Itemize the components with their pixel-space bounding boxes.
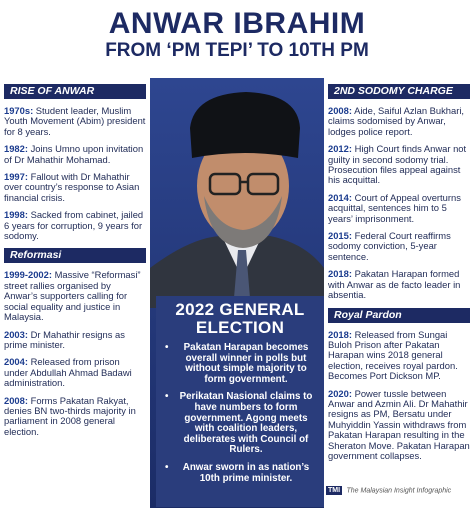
election-panel [156,296,324,507]
entry-text: High Court finds Anwar not guilty in second sodomy trial. Prosecution files appeal against his acquittal. [328,143,467,186]
entry-text: Pakatan Harapan formed with Anwar as de facto leader in absentia. [328,268,461,301]
timeline-entry [4,172,146,203]
timeline-entry [328,193,470,224]
section-heading-rise: RISE OF ANWAR [4,84,146,99]
entry-text: Sacked from cabinet, jailed 6 years for corruption, 9 years for sodomy. [4,209,144,242]
publisher-logo: TMI [328,487,341,495]
timeline-entry [328,269,470,300]
rise-list [4,106,146,241]
timeline-entry [328,144,470,186]
timeline-entry [328,389,470,462]
entry-text: Aide, Saiful Azlan Bukhari, claims sodomised by Anwar, lodges police report. [328,105,465,137]
entry-text: Joins Umno upon invitation of Dr Mahathir Mohamad. [4,143,144,165]
left-column [4,84,146,444]
entry-year: 2018: [328,268,352,280]
entry-year: 1999-2002: [4,269,52,281]
section-heading-sodomy: 2ND SODOMY CHARGE [328,84,470,99]
timeline-entry [4,330,146,351]
entry-text: Court of Appeal overturns acquittal, sentences him to 5 years’ imprisonment. [328,191,461,224]
timeline-entry [328,231,470,262]
entry-text: Forms Pakatan Rakyat, denies BN two-thirds majority in parliament in 2008 general election. [4,394,136,437]
election-bullet: • Anwar sworn in as nation’s 10th prime minister. [174,463,318,484]
entry-year: 2020: [328,387,352,399]
entry-text: Massive “Reformasi” street rallies organised by Anwar’s supporters calling for social equality and justice in Malaysia. [4,269,141,323]
election-title-line2: ELECTION [195,318,285,337]
timeline-entry [4,144,146,165]
entry-year: 2018: [328,328,352,340]
page-title: ANWAR IBRAHIM [108,7,366,40]
election-title-line1: 2022 GENERAL [175,300,305,319]
pardon-list [328,330,470,462]
entry-text: Released from prison under Abdullah Ahmad Badawi administration. [4,356,132,389]
section-heading-reformasi: Reformasi [4,248,146,263]
entry-text: Power tussle between Anwar and Azmin Ali. Dr Mahathir resigns as PM, Bersatu under Muhyiddin Yassin withdraws from Pakatan Harapan resulting in the Sheraton Move. Pakatan Harapan government collapses. [328,387,470,461]
election-title [156,296,324,337]
entry-text: Student leader, Muslim Youth Movement (Abim) president for 8 years. [4,105,146,137]
election-list [156,343,324,484]
right-column [328,84,470,468]
entry-year: 1998: [4,209,28,221]
page-subtitle: FROM ‘PM TEPI’ TO 10TH PM [105,40,369,61]
timeline-entry [4,357,146,388]
timeline-entry [328,330,470,382]
entry-year: 2008: [4,394,28,406]
entry-year: 2014: [328,191,352,203]
entry-year: 1997: [4,171,28,183]
section-heading-pardon: Royal Pardon [328,308,470,323]
entry-text: Fallout with Dr Mahathir over country’s response to Asian financial crisis. [4,171,140,203]
entry-year: 2012: [328,143,352,155]
entry-text: Federal Court reaffirms sodomy conviction, 5-year sentence. [328,230,451,262]
entry-year: 2008: [328,105,352,116]
entry-year: 1970s: [4,105,34,116]
election-bullet: • Pakatan Harapan becomes overall winner in polls but without simple majority to form government. [174,343,318,385]
timeline-entry [328,106,470,137]
entry-year: 2015: [328,230,352,242]
election-bullet: • Perikatan Nasional claims to have numbers to form government. Agong meets with coalition leaders, deliberates with Council of Rulers. [174,392,318,456]
entry-text: Dr Mahathir resigns as prime minister. [4,328,125,350]
reformasi-list [4,270,146,437]
sodomy-list [328,106,470,301]
entry-year: 1982: [4,143,28,155]
entry-text: Released from Sungai Buloh Prison after Pakatan Harapan wins 2018 general election, receives royal pardon. Becomes Port Dickson MP. [328,328,458,382]
credit-text: The Malaysian Insight Infographic [346,487,452,495]
timeline-entry [4,106,146,137]
credit-block [326,482,472,496]
timeline-entry [4,396,146,438]
timeline-entry [4,210,146,241]
entry-year: 2004: [4,356,28,368]
entry-year: 2003: [4,328,28,340]
timeline-entry [4,270,146,322]
